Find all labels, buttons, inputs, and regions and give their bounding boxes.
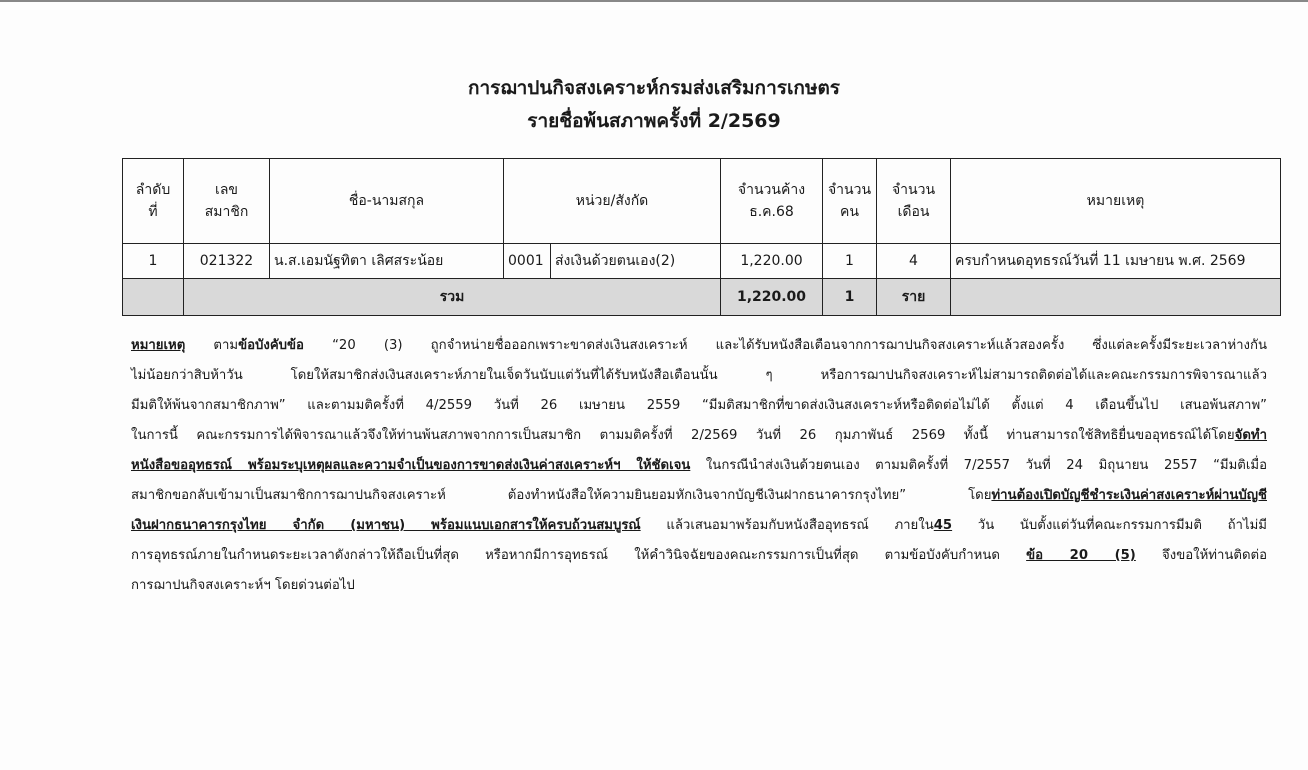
note-line: สมาชิกขอกลับเข้ามาเป็นสมาชิกการฌาปนกิจสงเคราะห์ ต้องทำหนังสือให้ความยินยอมหักเงินจากบัญชีเงินฝากธนาคารกรุงไทย” โดยท่านต้องเปิดบัญชีชำระเงินค่าสงเคราะห์ผ่านบัญชี [131, 488, 1267, 503]
note-line: การอุทธรณ์ภายในกำหนดระยะเวลาดังกล่าวให้ถือเป็นที่สุด หรือหากมีการอุทธรณ์ ให้คำวินิจฉัยของคณะกรรมการเป็นที่สุด ตามข้อบังคับกำหนด ข้อ 20 (5) จึงขอให้ท่านติดต่อ [131, 548, 1268, 563]
row-months: 4 [877, 244, 951, 279]
header-member-no: เลข สมาชิก [184, 159, 270, 244]
note-line: เงินฝากธนาคารกรุงไทย จำกัด (มหาชน) พร้อมแนบเอกสารให้ครบถ้วนสมบูรณ์ แล้วเสนอมาพร้อมกับหนังสืออุทธรณ์ ภายใน45 วัน นับตั้งแต่วันที่คณะกรรมการมีมติ ถ้าไม่มี [131, 518, 1267, 533]
note-line: หนังสือขออุทธรณ์ พร้อมระบุเหตุผลและความจำเป็นของการขาดส่งเงินค่าสงเคราะห์ฯ ให้ชัดเจน ในกรณีนำส่งเงินด้วยตนเอง ตามมติครั้งที่ 7/2557 วันที่ 24 มิถุนายน 2557 “มีมติเมื่อ [131, 458, 1267, 473]
row-people: 1 [823, 244, 877, 279]
row-amount: 1,220.00 [721, 244, 823, 279]
note-line: ในการนี้ คณะกรรมการได้พิจารณาแล้วจึงให้ท่านพ้นสภาพจากการเป็นสมาชิก ตามมติครั้งที่ 2/2569 วันที่ 26 กุมภาพันธ์ 2569 ทั้งนี้ ท่านสามารถใช้สิทธิยื่นขออุทธรณ์ได้โดยจัดทำ [131, 428, 1267, 443]
row-unit-name: ส่งเงินด้วยตนเอง(2) [551, 244, 721, 279]
table-header-row [123, 159, 1281, 244]
document-title: การฌาปนกิจสงเคราะห์กรมส่งเสริมการเกษตร [467, 77, 841, 99]
header-amount: จำนวนค้าง ธ.ค.68 [721, 159, 823, 244]
row-member-no: 021322 [184, 244, 270, 279]
note-line: หมายเหตุ ตามข้อบังคับข้อ “20 (3) ถูกจำหน่ายชื่อออกเพราะขาดส่งเงินสงเคราะห์ และได้รับหนังสือเตือนจากการฌาปนกิจสงเคราะห์แล้วสองครั้ง ซึ่งแต่ละครั้งมีระยะเวลาห่างกัน [131, 338, 1267, 353]
note-line: มีมติให้พ้นจากสมาชิกภาพ” และตามมติครั้งที่ 4/2559 วันที่ 26 เมษายน 2559 “มีมติสมาชิกที่ขาดส่งเงินสงเคราะห์หรือติดต่อไม่ได้ ตั้งแต่ 4 เดือนขึ้นไป เสนอพ้นสภาพ” [131, 398, 1267, 413]
note-line: ไม่น้อยกว่าสิบห้าวัน โดยให้สมาชิกส่งเงินสงเคราะห์ภายในเจ็ดวันนับแต่วันที่ได้รับหนังสือเตือนนั้น ๆ หรือการฌาปนกิจสงเคราะห์ไม่สามารถติดต่อได้และคณะกรรมการพิจารณาแล้ว [131, 368, 1267, 383]
note-line: การฌาปนกิจสงเคราะห์ฯ โดยด่วนต่อไป [131, 578, 355, 593]
row-order: 1 [123, 244, 184, 279]
total-unit: ราย [877, 279, 951, 316]
note-label: หมายเหตุ [131, 338, 186, 353]
row-unit-code: 0001 [504, 244, 551, 279]
header-order: ลำดับ ที่ [123, 159, 184, 244]
total-blank-cell [123, 279, 184, 316]
header-remark: หมายเหตุ [951, 159, 1281, 244]
header-people: จำนวน คน [823, 159, 877, 244]
dismissal-table [122, 158, 1281, 316]
total-amount: 1,220.00 [721, 279, 823, 316]
top-border-line [0, 0, 1308, 2]
row-name: น.ส.เอมนัฐทิตา เลิศสระน้อย [270, 244, 504, 279]
row-remark: ครบกำหนดอุทธรณ์วันที่ 11 เมษายน พ.ศ. 2569 [951, 244, 1281, 279]
total-row [123, 279, 1281, 316]
header-months: จำนวน เดือน [877, 159, 951, 244]
total-people: 1 [823, 279, 877, 316]
header-unit: หน่วย/สังกัด [504, 159, 721, 244]
remark-paragraph [131, 331, 1267, 601]
table-row [123, 244, 1281, 279]
document-subtitle: รายชื่อพ้นสภาพครั้งที่ 2/2569 [527, 110, 781, 132]
total-label: รวม [184, 279, 721, 316]
header-name: ชื่อ-นามสกุล [270, 159, 504, 244]
total-remark-cell [951, 279, 1281, 316]
